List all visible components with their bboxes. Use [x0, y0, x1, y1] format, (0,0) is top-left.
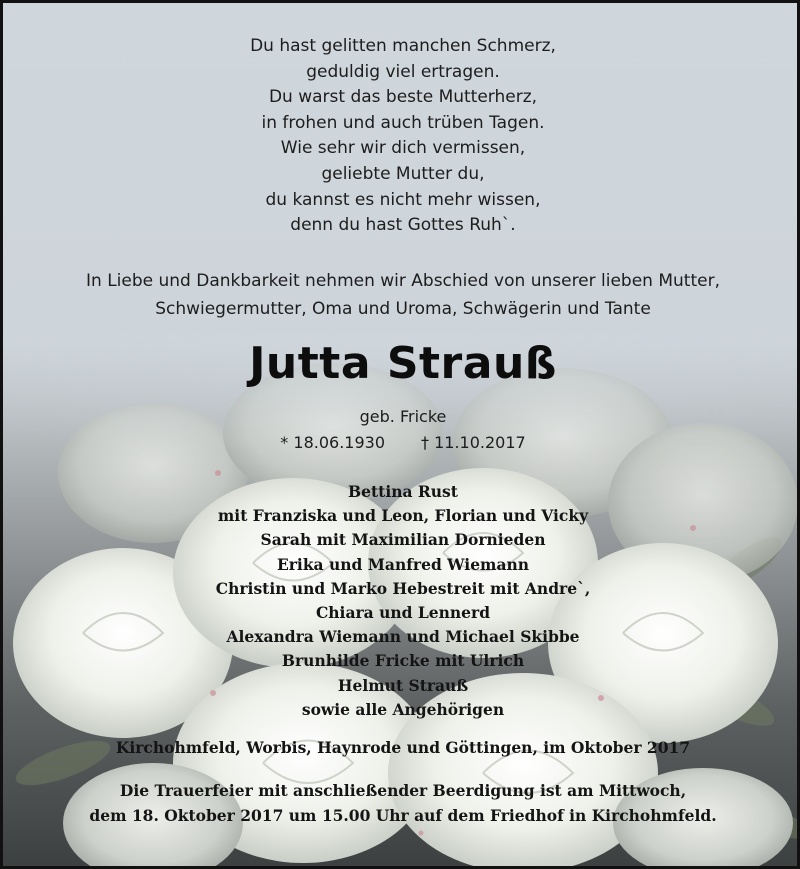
poem-line: geduldig viel ertragen. [306, 61, 500, 82]
poem [3, 34, 800, 239]
funeral-notice [3, 778, 800, 828]
mourners-list [3, 480, 800, 722]
life-dates [3, 431, 800, 455]
intro-text [3, 267, 800, 323]
mourner-line: mit Franziska und Leon, Florian und Vicky [217, 506, 589, 526]
poem-line: geliebte Mutter du, [321, 163, 485, 184]
mourner-line: Brunhilde Fricke mit Ulrich [281, 651, 525, 671]
mourner-line: Chiara und Lennerd [315, 602, 491, 622]
mourner-line: Christin und Marko Hebestreit mit Andre`, [215, 578, 591, 598]
birth-date: * 18.06.1930 [280, 433, 385, 452]
maiden-name: geb. Fricke [359, 407, 447, 426]
text-layer [3, 3, 800, 869]
poem-line: Du warst das beste Mutterherz, [268, 87, 538, 108]
mourner-line: Helmut Strauß [337, 675, 469, 695]
mourner-line: sowie alle Angehörigen [301, 699, 505, 719]
funeral-line: dem 18. Oktober 2017 um 15.00 Uhr auf dem Friedhof in Kirchohmfeld. [89, 806, 717, 825]
poem-line: Wie sehr wir dich vermissen, [280, 138, 526, 159]
intro-line: Schwiegermutter, Oma und Uroma, Schwägerin und Tante [155, 299, 651, 319]
mourner-line: Sarah mit Maximilian Dornieden [260, 530, 546, 550]
mourner-line: Bettina Rust [348, 482, 458, 501]
poem-line: du kannst es nicht mehr wissen, [265, 189, 541, 210]
funeral-line: Die Trauerfeier mit anschließender Beerdigung ist am Mittwoch, [119, 781, 687, 800]
mourner-line: Erika und Manfred Wiemann [276, 554, 530, 574]
poem-line: Du hast gelitten manchen Schmerz, [250, 36, 556, 56]
intro-line: In Liebe und Dankbarkeit nehmen wir Abschied von unserer lieben Mutter, [86, 271, 720, 291]
place-date: Kirchohmfeld, Worbis, Haynrode und Göttingen, im Oktober 2017 [115, 738, 691, 757]
mourner-line: Alexandra Wiemann und Michael Skibbe [226, 627, 580, 647]
deceased-name: Jutta Strauß [249, 338, 557, 389]
poem-line: denn du hast Gottes Ruh`. [290, 215, 516, 236]
death-date: † 11.10.2017 [421, 433, 526, 452]
poem-line: in frohen und auch trüben Tagen. [261, 112, 545, 133]
